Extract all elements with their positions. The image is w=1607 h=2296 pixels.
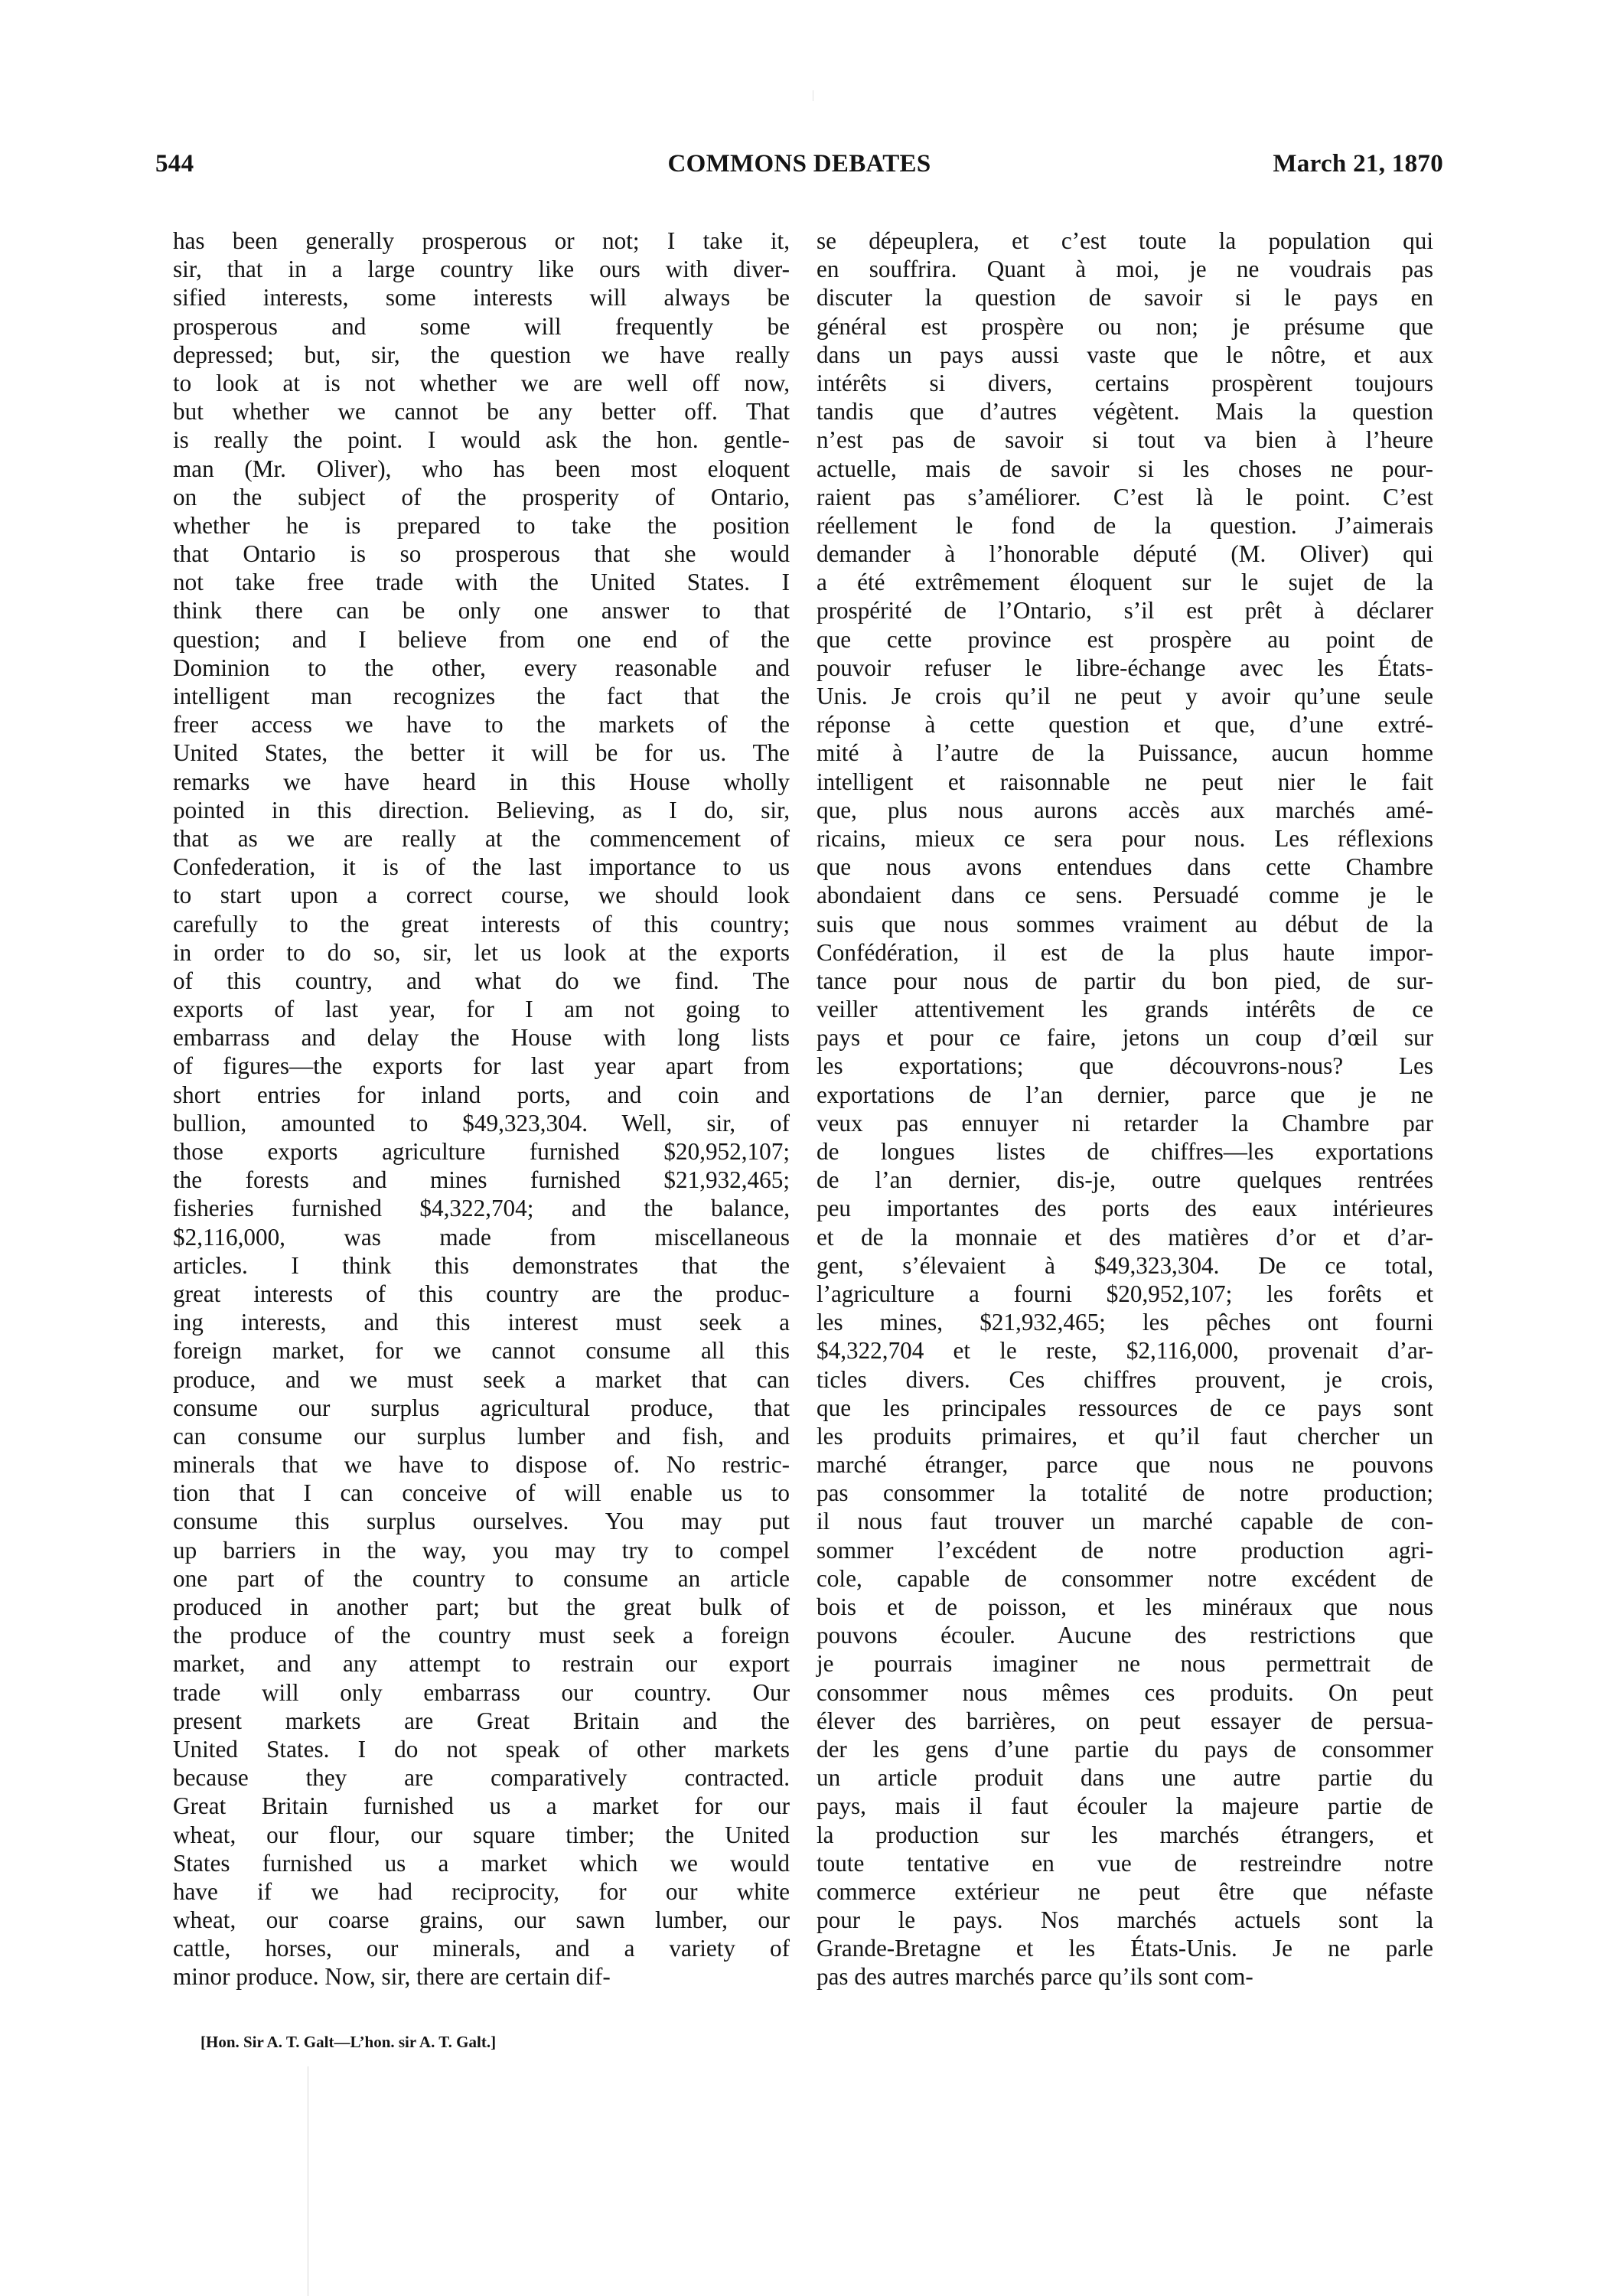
text-line-english: fisheries furnished $4,322,704; and the balance,	[173, 1195, 790, 1222]
text-line-french: les exportations; que découvrons-nous? Les	[817, 1052, 1433, 1080]
english-column	[173, 227, 790, 1991]
text-line-english: sir, that in a large country like ours with diver-	[173, 256, 790, 283]
text-line-english: is really the point. I would ask the hon. gentle-	[173, 426, 790, 454]
text-line-french: bois et de poisson, et les minéraux que nous	[817, 1593, 1433, 1620]
page-number: 544	[155, 150, 194, 178]
text-line-english: cattle, horses, our minerals, and a variety of	[173, 1935, 790, 1962]
text-line-french: actuelle, mais de savoir si les choses ne pour-	[817, 455, 1433, 482]
text-line-french: pas consommer la totalité de notre production;	[817, 1479, 1433, 1507]
text-line-english: freer access we have to the markets of the	[173, 711, 790, 739]
text-line-french: prospérité de l’Ontario, s’il est prêt à déclarer	[817, 597, 1433, 625]
text-line-french: Grande-Bretagne et les États-Unis. Je ne parle	[817, 1935, 1433, 1962]
text-line-english: carefully to the great interests of this country;	[173, 910, 790, 938]
text-line-english: have if we had reciprocity, for our white	[173, 1877, 790, 1905]
text-line-french: et de la monnaie et des matières d’or et d’ar-	[817, 1223, 1433, 1251]
text-line-english: present markets are Great Britain and the	[173, 1707, 790, 1734]
text-line-french: commerce extérieur ne peut être que néfaste	[817, 1877, 1433, 1905]
text-line-french: un article produit dans une autre partie du	[817, 1764, 1433, 1792]
text-line-english: that as we are really at the commencement of	[173, 824, 790, 852]
text-line-french: mité à l’autre de la Puissance, aucun homme	[817, 739, 1433, 767]
text-line-french: a été extrêmement éloquent sur le sujet de la	[817, 569, 1433, 596]
text-line-english: bullion, amounted to $49,323,304. Well, sir, of	[173, 1109, 790, 1137]
text-line-french: pays et pour ce faire, jetons un coup d’œil sur	[817, 1024, 1433, 1052]
text-line-french: toute tentative en vue de restreindre notre	[817, 1849, 1433, 1877]
text-line-english: on the subject of the prosperity of Ontario,	[173, 483, 790, 510]
text-line-english: pointed in this direction. Believing, as I do, sir,	[173, 796, 790, 823]
text-line-english: consume this surplus ourselves. You may put	[173, 1508, 790, 1535]
text-line-french: réellement le fond de la question. J’aimerais	[817, 511, 1433, 539]
text-line-english: tion that I can conceive of will enable us to	[173, 1479, 790, 1507]
text-line-english: whether he is prepared to take the position	[173, 511, 790, 539]
french-column	[817, 227, 1433, 1991]
text-line-french: suis que nous sommes vraiment au début de la	[817, 910, 1433, 938]
text-line-english: depressed; but, sir, the question we have really	[173, 341, 790, 368]
page-header	[155, 150, 1443, 184]
text-line-french: il nous faut trouver un marché capable de con-	[817, 1508, 1433, 1535]
text-line-english: remarks we have heard in this House wholly	[173, 768, 790, 795]
text-line-english: intelligent man recognizes the fact that the	[173, 683, 790, 709]
text-line-english: Confederation, it is of the last importance to us	[173, 853, 790, 881]
text-line-french: marché étranger, parce que nous ne pouvons	[817, 1451, 1433, 1479]
text-line-french: n’est pas de savoir si tout va bien à l’heure	[817, 426, 1433, 454]
text-line-french: pour le pays. Nos marchés actuels sont la	[817, 1906, 1433, 1934]
text-line-english: has been generally prosperous or not; I take it,	[173, 227, 790, 254]
text-line-french: der les gens d’une partie du pays de consommer	[817, 1735, 1433, 1763]
text-line-french: veux pas ennuyer ni retarder la Chambre par	[817, 1109, 1433, 1137]
text-line-english: sified interests, some interests will always be	[173, 284, 790, 311]
text-line-french: abondaient dans ce sens. Persuadé comme je le	[817, 882, 1433, 909]
text-line-french: demander à l’honorable député (M. Oliver) qui	[817, 540, 1433, 568]
text-line-english: of this country, and what do we find. The	[173, 967, 790, 994]
text-line-english: great interests of this country are the produc-	[173, 1280, 790, 1307]
text-line-english: consume our surplus agricultural produce, that	[173, 1394, 790, 1421]
text-line-english: produce, and we must seek a market that can	[173, 1365, 790, 1393]
text-line-english: think there can be only one answer to that	[173, 597, 790, 625]
text-line-english: embarrass and delay the House with long lists	[173, 1024, 790, 1052]
text-line-english: exports of last year, for I am not going to	[173, 996, 790, 1023]
text-line-french: de longues listes de chiffres—les exportations	[817, 1138, 1433, 1165]
text-line-french: gent, s’élevaient à $49,323,304. De ce total,	[817, 1251, 1433, 1279]
text-line-french: élever des barrières, on peut essayer de persua-	[817, 1707, 1433, 1734]
text-line-french: l’agriculture a fourni $20,952,107; les forêts et	[817, 1280, 1433, 1307]
text-line-french: ticles divers. Ces chiffres prouvent, je crois,	[817, 1365, 1433, 1393]
text-line-english: one part of the country to consume an article	[173, 1564, 790, 1592]
text-line-french: réponse à cette question et que, d’une extré-	[817, 711, 1433, 739]
text-line-english: but whether we cannot be any better off. That	[173, 398, 790, 426]
text-line-french: les produits primaires, et qu’il faut chercher un	[817, 1422, 1433, 1450]
text-line-english: foreign market, for we cannot consume all this	[173, 1337, 790, 1365]
text-line-french: raient pas s’améliorer. C’est là le point. C’est	[817, 483, 1433, 510]
text-line-french: tance pour nous de partir du bon pied, de sur-	[817, 967, 1433, 994]
text-line-english: that Ontario is so prosperous that she would	[173, 540, 790, 568]
text-line-english: of figures—the exports for last year apart from	[173, 1052, 790, 1080]
text-line-english: produced in another part; but the great bulk of	[173, 1593, 790, 1620]
text-line-french: les mines, $21,932,465; les pêches ont fourni	[817, 1309, 1433, 1336]
text-line-french: discuter la question de savoir si le pays en	[817, 284, 1433, 311]
text-line-english: short entries for inland ports, and coin and	[173, 1081, 790, 1108]
text-line-english: question; and I believe from one end of the	[173, 625, 790, 653]
text-line-english: prosperous and some will frequently be	[173, 312, 790, 340]
text-line-english: $2,116,000, was made from miscellaneous	[173, 1223, 790, 1251]
text-line-french: exportations de l’an dernier, parce que je ne	[817, 1081, 1433, 1108]
text-line-french: général est prospère ou non; je présume que	[817, 312, 1433, 340]
text-line-french: tandis que d’autres végètent. Mais la question	[817, 398, 1433, 426]
text-line-french: peu importantes des ports des eaux intérieures	[817, 1195, 1433, 1222]
text-line-english: to look at is not whether we are well off now,	[173, 369, 790, 396]
text-line-french: pouvoir refuser le libre-échange avec les États-	[817, 654, 1433, 681]
text-line-french: Confédération, il est de la plus haute impor-	[817, 938, 1433, 966]
session-date: March 21, 1870	[1273, 150, 1443, 178]
publication-title: COMMONS DEBATES	[667, 150, 931, 178]
text-line-french: je pourrais imaginer ne nous permettrait de	[817, 1650, 1433, 1678]
text-line-french: dans un pays aussi vaste que le nôtre, et aux	[817, 341, 1433, 368]
text-line-french: pouvons écouler. Aucune des restrictions que	[817, 1622, 1433, 1649]
text-line-french: sommer l’excédent de notre production agri-	[817, 1536, 1433, 1564]
text-line-english: minor produce. Now, sir, there are certain dif-	[173, 1963, 611, 1991]
text-line-english: United States, the better it will be for us. The	[173, 739, 790, 767]
text-line-french: ricains, mieux ce sera pour nous. Les réflexions	[817, 824, 1433, 852]
text-line-english: market, and any attempt to restrain our export	[173, 1650, 790, 1678]
text-line-french: veiller attentivement les grands intérêts de ce	[817, 996, 1433, 1023]
text-line-english: not take free trade with the United States. I	[173, 569, 790, 596]
text-line-french: intelligent et raisonnable ne peut nier le fait	[817, 768, 1433, 795]
text-line-french: que nous avons entendues dans cette Chambre	[817, 853, 1433, 881]
text-line-french: que, plus nous aurons accès aux marchés amé-	[817, 796, 1433, 823]
text-line-french: en souffrira. Quant à moi, je ne voudrais pas	[817, 256, 1433, 283]
text-line-english: to start upon a correct course, we should look	[173, 882, 790, 909]
text-line-french: de l’an dernier, dis-je, outre quelques rentrées	[817, 1166, 1433, 1194]
text-line-french: pas des autres marchés parce qu’ils sont com-	[817, 1963, 1253, 1991]
text-line-english: man (Mr. Oliver), who has been most eloquent	[173, 455, 790, 482]
text-line-french: consommer nous mêmes ces produits. On peut	[817, 1678, 1433, 1706]
text-line-english: because they are comparatively contracted.	[173, 1764, 790, 1792]
text-line-english: trade will only embarrass our country. Our	[173, 1678, 790, 1706]
speaker-footnote: [Hon. Sir A. T. Galt—L’hon. sir A. T. Galt.]	[200, 2033, 497, 2051]
text-line-french: se dépeuplera, et c’est toute la population qui	[817, 227, 1433, 254]
text-line-english: minerals that we have to dispose of. No restric-	[173, 1451, 790, 1479]
text-line-french: la production sur les marchés étrangers, et	[817, 1821, 1433, 1848]
text-line-english: can consume our surplus lumber and fish, and	[173, 1422, 790, 1450]
text-line-english: Great Britain furnished us a market for our	[173, 1792, 790, 1820]
text-line-english: United States. I do not speak of other markets	[173, 1735, 790, 1763]
text-line-english: in order to do so, sir, let us look at the exports	[173, 938, 790, 966]
text-line-french: intérêts si divers, certains prospèrent toujours	[817, 369, 1433, 396]
text-line-french: $4,322,704 et le reste, $2,116,000, provenait d’ar-	[817, 1337, 1433, 1365]
text-line-english: those exports agriculture furnished $20,952,107;	[173, 1138, 790, 1165]
text-line-english: ing interests, and this interest must seek a	[173, 1309, 790, 1336]
text-line-french: que les principales ressources de ce pays sont	[817, 1394, 1433, 1421]
text-line-english: States furnished us a market which we would	[173, 1849, 790, 1877]
text-line-english: wheat, our flour, our square timber; the United	[173, 1821, 790, 1848]
text-line-french: que cette province est prospère au point de	[817, 625, 1433, 653]
text-line-english: wheat, our coarse grains, our sawn lumber, our	[173, 1906, 790, 1934]
text-line-english: up barriers in the way, you may try to compel	[173, 1536, 790, 1564]
text-line-english: Dominion to the other, every reasonable and	[173, 654, 790, 681]
text-line-french: Unis. Je crois qu’il ne peut y avoir qu’une seule	[817, 683, 1433, 709]
text-line-english: the produce of the country must seek a foreign	[173, 1622, 790, 1649]
text-line-english: the forests and mines furnished $21,932,465;	[173, 1166, 790, 1194]
text-line-english: articles. I think this demonstrates that the	[173, 1251, 790, 1279]
text-line-french: cole, capable de consommer notre excédent de	[817, 1564, 1433, 1592]
text-line-french: pays, mais il faut écouler la majeure partie de	[817, 1792, 1433, 1820]
